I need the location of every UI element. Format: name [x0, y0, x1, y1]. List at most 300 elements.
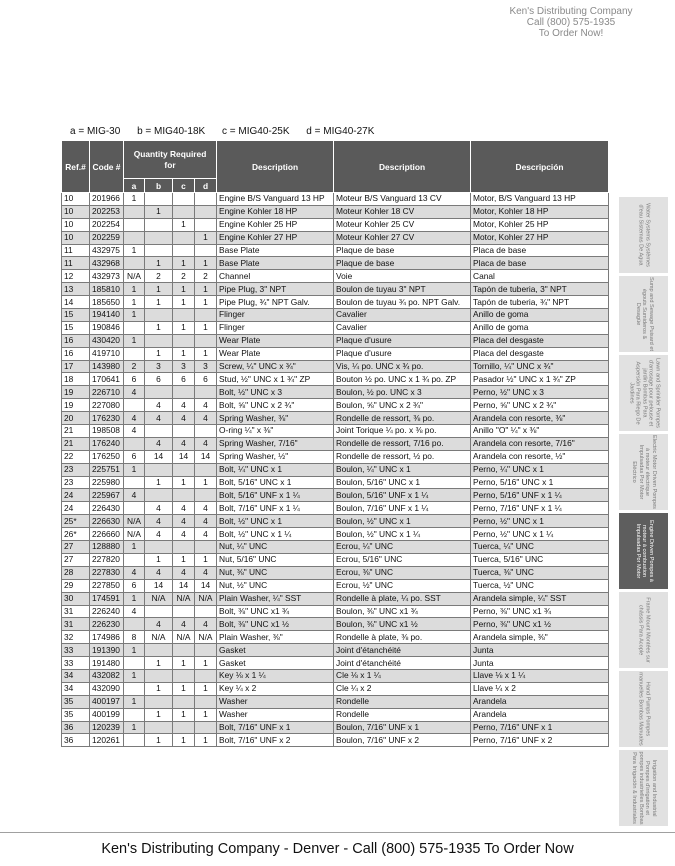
table-row [62, 321, 609, 334]
parts-table-body [62, 193, 609, 747]
table-cell: Perno, ⅝" UNC x 2 ¾" [471, 399, 609, 412]
table-cell: 11 [62, 257, 90, 270]
table-cell [173, 231, 195, 244]
category-tab[interactable] [619, 355, 668, 431]
table-cell: Nut, ½" UNC [217, 579, 334, 592]
table-cell: Boulon, 7/16" UNF x 2 [334, 734, 471, 747]
table-cell: 1 [124, 193, 145, 206]
table-cell: 33 [62, 657, 90, 670]
table-cell [124, 502, 145, 515]
table-cell: Plaque d'usure [334, 347, 471, 360]
category-tab[interactable] [619, 434, 668, 510]
table-cell: Motor, Kohler 25 HP [471, 218, 609, 231]
table-cell: 4 [145, 412, 173, 425]
table-cell: Perno, ½" UNC x 1 ¼ [471, 528, 609, 541]
table-cell: Boulon de tuyau 3" NPT [334, 283, 471, 296]
table-cell: Bolt, 7/16" UNF x 2 [217, 734, 334, 747]
table-row [62, 644, 609, 657]
table-cell: 1 [173, 682, 195, 695]
table-cell: Boulon, ½ po. UNC x 3 [334, 386, 471, 399]
table-cell: Perno, ½" UNC x 1 [471, 515, 609, 528]
table-cell: Tapón de tuberia, ¾" NPT [471, 296, 609, 309]
table-cell: 190846 [90, 321, 124, 334]
category-tab-label: Hand Pumps Pompes manuelles Bombas Manuales [637, 672, 651, 746]
table-cell: Bouton ½ po. UNC x 1 ¾ po. ZP [334, 373, 471, 386]
table-row [62, 541, 609, 554]
table-cell: Joint d'étanchéité [334, 657, 471, 670]
table-cell: Bolt, ½" UNC x 1 [217, 515, 334, 528]
table-cell: 32 [62, 631, 90, 644]
table-cell: Bolt, 7/16" UNF x 1 ¼ [217, 502, 334, 515]
table-cell: 4 [173, 437, 195, 450]
header-order: To Order Now! [538, 28, 604, 39]
table-cell: 4 [195, 528, 217, 541]
table-cell: 3 [173, 360, 195, 373]
table-cell: 19 [62, 386, 90, 399]
table-cell: 4 [173, 502, 195, 515]
table-row [62, 270, 609, 283]
table-row [62, 386, 609, 399]
table-cell: 191480 [90, 657, 124, 670]
table-cell: 1 [124, 283, 145, 296]
table-cell: 202259 [90, 231, 124, 244]
table-cell: 1 [195, 257, 217, 270]
table-cell: 16 [62, 334, 90, 347]
table-cell: 4 [173, 399, 195, 412]
table-cell: Boulon, ½" UNC x 1 [334, 515, 471, 528]
table-cell: 1 [173, 347, 195, 360]
table-cell: N/A [195, 631, 217, 644]
table-cell: 432975 [90, 244, 124, 257]
table-row [62, 231, 609, 244]
category-tab-label: Frame Mount Montées sur châssis Para Acople [637, 597, 651, 663]
table-cell: Nut, ¼" UNC [217, 541, 334, 554]
table-cell: Bolt, ¼" UNC x 1 [217, 463, 334, 476]
category-tab[interactable] [619, 276, 668, 352]
category-tab[interactable] [619, 513, 668, 589]
table-cell: 226230 [90, 618, 124, 631]
table-cell: 35 [62, 695, 90, 708]
table-cell: 4 [195, 502, 217, 515]
table-cell: 6 [195, 373, 217, 386]
table-cell: 4 [173, 515, 195, 528]
table-cell: 18 [62, 373, 90, 386]
category-tabs [619, 197, 668, 829]
table-cell [173, 489, 195, 502]
category-tab-label: Electric Motor Driven Pompes à moteur électrique Impulsadas Por Motor Eléctrico [630, 435, 657, 509]
table-cell: Cle ¼ x 2 [334, 682, 471, 695]
table-cell: 225980 [90, 476, 124, 489]
table-cell: 202254 [90, 218, 124, 231]
table-cell: 432082 [90, 669, 124, 682]
table-cell: 36 [62, 721, 90, 734]
table-cell: Placa del desgaste [471, 334, 609, 347]
header-quantity: Quantity Required for [124, 141, 217, 179]
table-cell: 4 [195, 399, 217, 412]
table-cell: Vis, ¼ po. UNC x ¾ po. [334, 360, 471, 373]
table-cell: 225751 [90, 463, 124, 476]
table-cell: Boulon, 5/16" UNF x 1 ¼ [334, 489, 471, 502]
table-cell: 33 [62, 644, 90, 657]
table-cell: 1 [145, 283, 173, 296]
table-cell: 1 [145, 553, 173, 566]
table-cell: Spring Washer, ⅜" [217, 412, 334, 425]
table-cell: Boulon, 7/16" UNF x 1 [334, 721, 471, 734]
table-cell [145, 695, 173, 708]
table-cell: 4 [145, 528, 173, 541]
table-cell: 4 [173, 412, 195, 425]
table-cell: 6 [124, 579, 145, 592]
table-cell: Nut, ⅜" UNC [217, 566, 334, 579]
header-ref: Ref.# [62, 141, 90, 193]
table-cell: Cle ⅛ x 1 ¼ [334, 669, 471, 682]
table-row [62, 734, 609, 747]
table-cell: 1 [145, 476, 173, 489]
header-phone: Call (800) 575-1935 [526, 17, 616, 28]
table-cell: Arandela simple, ⅜" [471, 631, 609, 644]
table-cell: 432973 [90, 270, 124, 283]
table-cell: Rondelle [334, 695, 471, 708]
table-cell: 8 [124, 631, 145, 644]
table-cell: 1 [124, 592, 145, 605]
table-row [62, 244, 609, 257]
table-cell: Joint Torique ¼ po. x ⅜ po. [334, 425, 471, 438]
table-cell: 22 [62, 450, 90, 463]
legend-d: d = MIG40-27K [306, 126, 375, 137]
table-row [62, 476, 609, 489]
table-cell: 14 [145, 579, 173, 592]
table-cell: Plain Washer, ¼" SST [217, 592, 334, 605]
table-cell [145, 309, 173, 322]
table-cell: 17 [62, 360, 90, 373]
table-cell: 3 [195, 360, 217, 373]
model-legend [70, 126, 388, 137]
table-cell [124, 347, 145, 360]
table-cell: 170641 [90, 373, 124, 386]
table-cell [124, 399, 145, 412]
table-cell: 174986 [90, 631, 124, 644]
table-cell: 4 [195, 566, 217, 579]
table-row [62, 334, 609, 347]
table-cell: 1 [124, 463, 145, 476]
table-cell [124, 321, 145, 334]
table-cell: 191390 [90, 644, 124, 657]
table-cell: Tornillo, ¼" UNC x ¾" [471, 360, 609, 373]
table-cell [124, 218, 145, 231]
table-cell [195, 669, 217, 682]
table-cell: Base Plate [217, 257, 334, 270]
table-cell: 34 [62, 669, 90, 682]
table-cell: Boulon, ⅜" UNC x1 ½ [334, 618, 471, 631]
table-cell: 13 [62, 283, 90, 296]
table-cell: 1 [195, 734, 217, 747]
table-cell: 1 [124, 244, 145, 257]
table-cell [124, 657, 145, 670]
table-cell [145, 541, 173, 554]
table-cell: Screw, ¼" UNC x ¾" [217, 360, 334, 373]
table-row [62, 296, 609, 309]
table-cell: 4 [145, 566, 173, 579]
table-cell [195, 386, 217, 399]
table-cell: 1 [195, 347, 217, 360]
table-cell: Bolt, ½" UNC x 3 [217, 386, 334, 399]
category-tab-label: Irrigation and Industrial Pompes d'irrigation et pompes industrielles Bombas Para Irrigación & Industriales [630, 751, 657, 825]
table-cell: Gasket [217, 644, 334, 657]
table-cell: 4 [124, 425, 145, 438]
table-cell [124, 231, 145, 244]
table-cell: 1 [195, 231, 217, 244]
table-cell: Engine Kohler 25 HP [217, 218, 334, 231]
table-cell: 1 [145, 321, 173, 334]
table-cell: N/A [145, 592, 173, 605]
table-cell: Perno, ¼" UNC x 1 [471, 463, 609, 476]
table-cell: Perno, ⅜" UNC x1 ½ [471, 618, 609, 631]
header-code: Code # [90, 141, 124, 193]
table-cell: 202253 [90, 205, 124, 218]
header-col-c: c [173, 179, 195, 193]
table-cell: 1 [124, 541, 145, 554]
category-tab[interactable] [619, 671, 668, 747]
table-cell: 1 [195, 321, 217, 334]
table-cell: 226240 [90, 605, 124, 618]
table-cell [145, 463, 173, 476]
table-cell: 226630 [90, 515, 124, 528]
table-cell: 2 [145, 270, 173, 283]
table-cell: Plaque de base [334, 244, 471, 257]
table-cell [124, 476, 145, 489]
table-cell [195, 695, 217, 708]
table-row [62, 566, 609, 579]
table-cell: Flinger [217, 321, 334, 334]
legend-a: a = MIG-30 [70, 126, 121, 137]
table-cell: 1 [195, 708, 217, 721]
table-cell [173, 309, 195, 322]
table-row [62, 605, 609, 618]
table-cell: Llave ⅛ x 1 ¼ [471, 669, 609, 682]
table-cell: Key ⅛ x 1 ¼ [217, 669, 334, 682]
table-row [62, 360, 609, 373]
table-cell: 19 [62, 399, 90, 412]
table-cell: Stud, ½" UNC x 1 ¾" ZP [217, 373, 334, 386]
table-cell: N/A [124, 270, 145, 283]
table-cell: 1 [173, 257, 195, 270]
table-cell: 15 [62, 309, 90, 322]
table-cell [124, 205, 145, 218]
table-cell: 4 [195, 412, 217, 425]
table-cell [145, 193, 173, 206]
table-cell: 1 [173, 321, 195, 334]
table-cell: Perno, 5/16" UNC x 1 [471, 476, 609, 489]
table-cell: 4 [145, 618, 173, 631]
table-cell: 2 [195, 270, 217, 283]
table-cell: Arandela con resorte, ⅜" [471, 412, 609, 425]
table-cell: Anillo "O" ¼" x ⅜" [471, 425, 609, 438]
header-contact [481, 6, 661, 39]
table-row [62, 463, 609, 476]
table-cell: Boulon de tuyau ¾ po. NPT Galv. [334, 296, 471, 309]
category-tab-label: Engine Driven Pompes à moteur à combustion Impulsadas Por Motor [634, 520, 654, 582]
table-cell: 1 [124, 309, 145, 322]
table-cell: Nut, 5/16" UNC [217, 553, 334, 566]
table-cell: N/A [124, 515, 145, 528]
table-cell: 24 [62, 502, 90, 515]
category-tab[interactable] [619, 592, 668, 668]
table-cell [173, 695, 195, 708]
table-cell: Perno, ⅜" UNC x1 ¾ [471, 605, 609, 618]
table-cell: 24 [62, 489, 90, 502]
table-cell: 34 [62, 682, 90, 695]
table-cell: Motor, Kohler 18 HP [471, 205, 609, 218]
table-cell: 3 [145, 360, 173, 373]
table-cell: 128880 [90, 541, 124, 554]
table-cell: 23 [62, 476, 90, 489]
table-cell: 6 [124, 373, 145, 386]
table-cell: 36 [62, 734, 90, 747]
table-cell: Bolt, 7/16" UNF x 1 [217, 721, 334, 734]
table-cell: 4 [124, 489, 145, 502]
table-cell [124, 437, 145, 450]
table-cell: 1 [145, 296, 173, 309]
table-cell: 14 [62, 296, 90, 309]
table-cell: Rondelle [334, 708, 471, 721]
table-cell: 21 [62, 425, 90, 438]
table-cell: 20 [62, 412, 90, 425]
table-cell: 120239 [90, 721, 124, 734]
table-cell: Pipe Plug, ¾" NPT Galv. [217, 296, 334, 309]
table-cell [195, 463, 217, 476]
table-cell: Canal [471, 270, 609, 283]
table-cell: Arandela [471, 708, 609, 721]
table-cell [195, 218, 217, 231]
table-cell: Moteur Kohler 18 CV [334, 205, 471, 218]
table-cell [173, 721, 195, 734]
table-cell: 28 [62, 566, 90, 579]
table-cell: 4 [145, 399, 173, 412]
table-cell: 10 [62, 205, 90, 218]
table-row [62, 618, 609, 631]
table-cell: 1 [124, 334, 145, 347]
table-cell: 1 [124, 296, 145, 309]
table-cell: 143980 [90, 360, 124, 373]
category-tab-label: Lawn and Sprinkler Pompes d'arrosage pour pelouse et jardin Bombas Para Aspersión Para Riego De Jardines [627, 358, 660, 428]
table-cell: Perno, ½" UNC x 3 [471, 386, 609, 399]
table-cell: 4 [173, 528, 195, 541]
table-cell: Ecrou, 5/16" UNC [334, 553, 471, 566]
table-cell: 1 [145, 657, 173, 670]
table-cell: 4 [145, 515, 173, 528]
table-cell: 201966 [90, 193, 124, 206]
table-cell: 120261 [90, 734, 124, 747]
legend-b: b = MIG40-18K [137, 126, 206, 137]
table-cell: 6 [145, 373, 173, 386]
table-cell: 227820 [90, 553, 124, 566]
table-cell: Motor, B/S Vanguard 13 HP [471, 193, 609, 206]
table-cell: Arandela con resorte, 7/16" [471, 437, 609, 450]
table-cell: Washer [217, 708, 334, 721]
table-cell: 430420 [90, 334, 124, 347]
table-cell [173, 244, 195, 257]
table-row [62, 721, 609, 734]
table-cell: 1 [195, 657, 217, 670]
table-row [62, 502, 609, 515]
table-cell: 1 [173, 476, 195, 489]
table-row [62, 425, 609, 438]
table-row [62, 283, 609, 296]
table-row [62, 309, 609, 322]
table-cell: O-ring ¼" x ⅜" [217, 425, 334, 438]
table-cell [145, 669, 173, 682]
table-cell: 1 [173, 734, 195, 747]
table-cell [173, 669, 195, 682]
table-cell: 400199 [90, 708, 124, 721]
table-cell [124, 682, 145, 695]
table-cell: 4 [124, 605, 145, 618]
table-cell: Tuerca, ½" UNC [471, 579, 609, 592]
table-cell [145, 244, 173, 257]
table-cell: 1 [124, 721, 145, 734]
table-cell: Junta [471, 657, 609, 670]
header-description-es: Descripción [471, 141, 609, 193]
table-cell: Arandela con resorte, ½" [471, 450, 609, 463]
table-cell: 25* [62, 515, 90, 528]
table-cell: 10 [62, 193, 90, 206]
table-cell: 400197 [90, 695, 124, 708]
table-cell: Arandela simple, ¼" SST [471, 592, 609, 605]
table-cell: Bolt, 5/16" UNC x 1 [217, 476, 334, 489]
table-cell: Boulon, ½" UNC x 1 ¼ [334, 528, 471, 541]
table-cell: Rondelle de ressort, ½ po. [334, 450, 471, 463]
table-cell [195, 721, 217, 734]
table-cell: Ecrou, ½" UNC [334, 579, 471, 592]
category-tab[interactable] [619, 750, 668, 826]
table-cell: Bolt, ⅜" UNC x1 ½ [217, 618, 334, 631]
table-cell: 21 [62, 437, 90, 450]
category-tab-label: Water Systems Systèmes d'eau Sistemas De Agua [637, 203, 651, 267]
table-cell: 2 [124, 360, 145, 373]
table-row [62, 669, 609, 682]
table-cell [124, 734, 145, 747]
table-cell: Washer [217, 695, 334, 708]
table-cell: Plaque d'usure [334, 334, 471, 347]
table-cell [173, 644, 195, 657]
table-cell: 225967 [90, 489, 124, 502]
table-cell: 14 [173, 450, 195, 463]
table-cell: 1 [124, 669, 145, 682]
table-row [62, 193, 609, 206]
table-cell [124, 618, 145, 631]
category-tab[interactable] [619, 197, 668, 273]
table-cell: N/A [124, 528, 145, 541]
table-row [62, 553, 609, 566]
header-company: Ken's Distributing Company [509, 6, 633, 17]
table-cell: N/A [145, 631, 173, 644]
category-tab-label: Sump and Sewage Puisard et égouts Sumideros & Desagüe [634, 277, 654, 352]
table-cell [145, 231, 173, 244]
table-cell: 2 [173, 270, 195, 283]
table-cell: Wear Plate [217, 334, 334, 347]
table-cell: 1 [195, 553, 217, 566]
table-cell: 15 [62, 321, 90, 334]
table-cell: Boulon, 7/16" UNF x 1 ¼ [334, 502, 471, 515]
table-cell: 16 [62, 347, 90, 360]
table-cell: 27 [62, 553, 90, 566]
table-cell [145, 721, 173, 734]
table-row [62, 631, 609, 644]
table-cell: 176240 [90, 437, 124, 450]
table-cell [145, 218, 173, 231]
table-cell: Engine Kohler 27 HP [217, 231, 334, 244]
table-cell: Plain Washer, ⅜" [217, 631, 334, 644]
